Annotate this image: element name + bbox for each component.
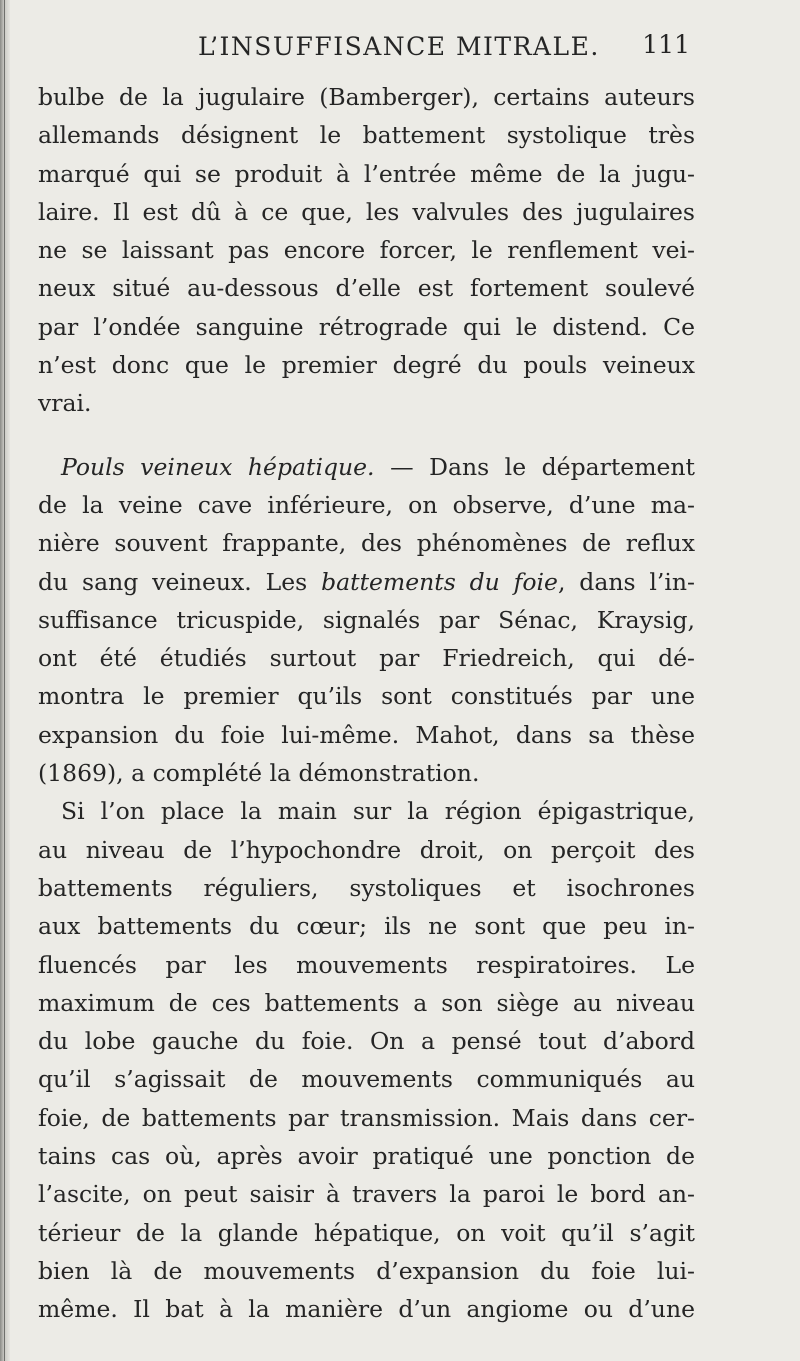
paragraph-3	[38, 792, 695, 1328]
text-line: allemands désignent le battement systolique très	[38, 121, 695, 150]
text-line: du lobe gauche du foie. On a pensé tout d’abord	[38, 1027, 695, 1056]
text-line: qu’il s’agissait de mouvements communiqués au	[38, 1065, 695, 1094]
text-line: fluencés par les mouvements respiratoires. Le	[38, 950, 695, 979]
gutter-line	[4, 0, 5, 1361]
body-text	[38, 78, 695, 1329]
text-line: l’ascite, on peut saisir à travers la paroi le bord an-	[38, 1180, 695, 1209]
text-line	[38, 563, 695, 601]
text-line: ne se laissant pas encore forcer, le renflement vei-	[38, 236, 695, 265]
text-line: Si l’on place la main sur la région épigastrique,	[61, 797, 695, 826]
section-heading: Pouls veineux hépatique.	[61, 452, 375, 481]
text-line: tains cas où, après avoir pratiqué une ponction de	[38, 1142, 695, 1171]
text-line: foie, de battements par transmission. Mais dans cer-	[38, 1103, 695, 1132]
italic-term: battements du foie	[321, 567, 558, 596]
text-line: suffisance tricuspide, signalés par Sénac, Kraysig,	[38, 605, 695, 634]
text-line: aux battements du cœur; ils ne sont que peu in-	[38, 912, 695, 941]
text-line: au niveau de l’hypochondre droit, on perçoit des	[38, 835, 695, 864]
text-line: expansion du foie lui-même. Mahot, dans sa thèse	[38, 720, 695, 749]
text-run: , dans l’in-	[557, 567, 695, 596]
text-run: du sang veineux. Les	[38, 567, 322, 596]
paragraph-2	[38, 448, 695, 793]
text-line: bulbe de la jugulaire (Bamberger), certains auteurs	[38, 83, 695, 111]
text-line: térieur de la glande hépatique, on voit qu’il s’agit	[38, 1218, 695, 1247]
running-title: L’INSUFFISANCE MITRALE.	[198, 32, 600, 61]
text-run: — Dans le département	[374, 452, 695, 481]
text-line: bien là de mouvements d’expansion du foie lui-	[38, 1256, 695, 1285]
text-line: par l’ondée sanguine rétrograde qui le distend. Ce	[38, 312, 695, 341]
text-line: montra le premier qu’ils sont constitués par une	[38, 682, 695, 711]
page-header	[38, 30, 690, 70]
text-line: de la veine cave inférieure, on observe, d’une ma-	[38, 490, 695, 519]
text-line	[38, 448, 695, 486]
text-line: même. Il bat à la manière d’un angiome ou d’une	[38, 1295, 695, 1324]
text-line: n’est donc que le premier degré du pouls veineux	[38, 351, 695, 380]
text-line: battements réguliers, systoliques et isochrones	[38, 873, 695, 902]
book-spine-edge	[0, 0, 10, 1361]
text-line: laire. Il est dû à ce que, les valvules des jugulaires	[38, 197, 695, 226]
paragraph-1	[38, 78, 695, 423]
text-line: nière souvent frappante, des phénomènes de reflux	[38, 529, 695, 558]
text-line: neux situé au-dessous d’elle est fortement soulevé	[38, 274, 695, 303]
page-number: 111	[642, 30, 690, 59]
text-line: (1869), a complété la démonstration.	[38, 759, 480, 788]
text-line: marqué qui se produit à l’entrée même de la jugu-	[38, 159, 695, 188]
text-line: maximum de ces battements a son siège au niveau	[38, 988, 695, 1017]
text-line: vrai.	[38, 389, 92, 418]
text-line: ont été étudiés surtout par Friedreich, qui dé-	[38, 644, 695, 673]
